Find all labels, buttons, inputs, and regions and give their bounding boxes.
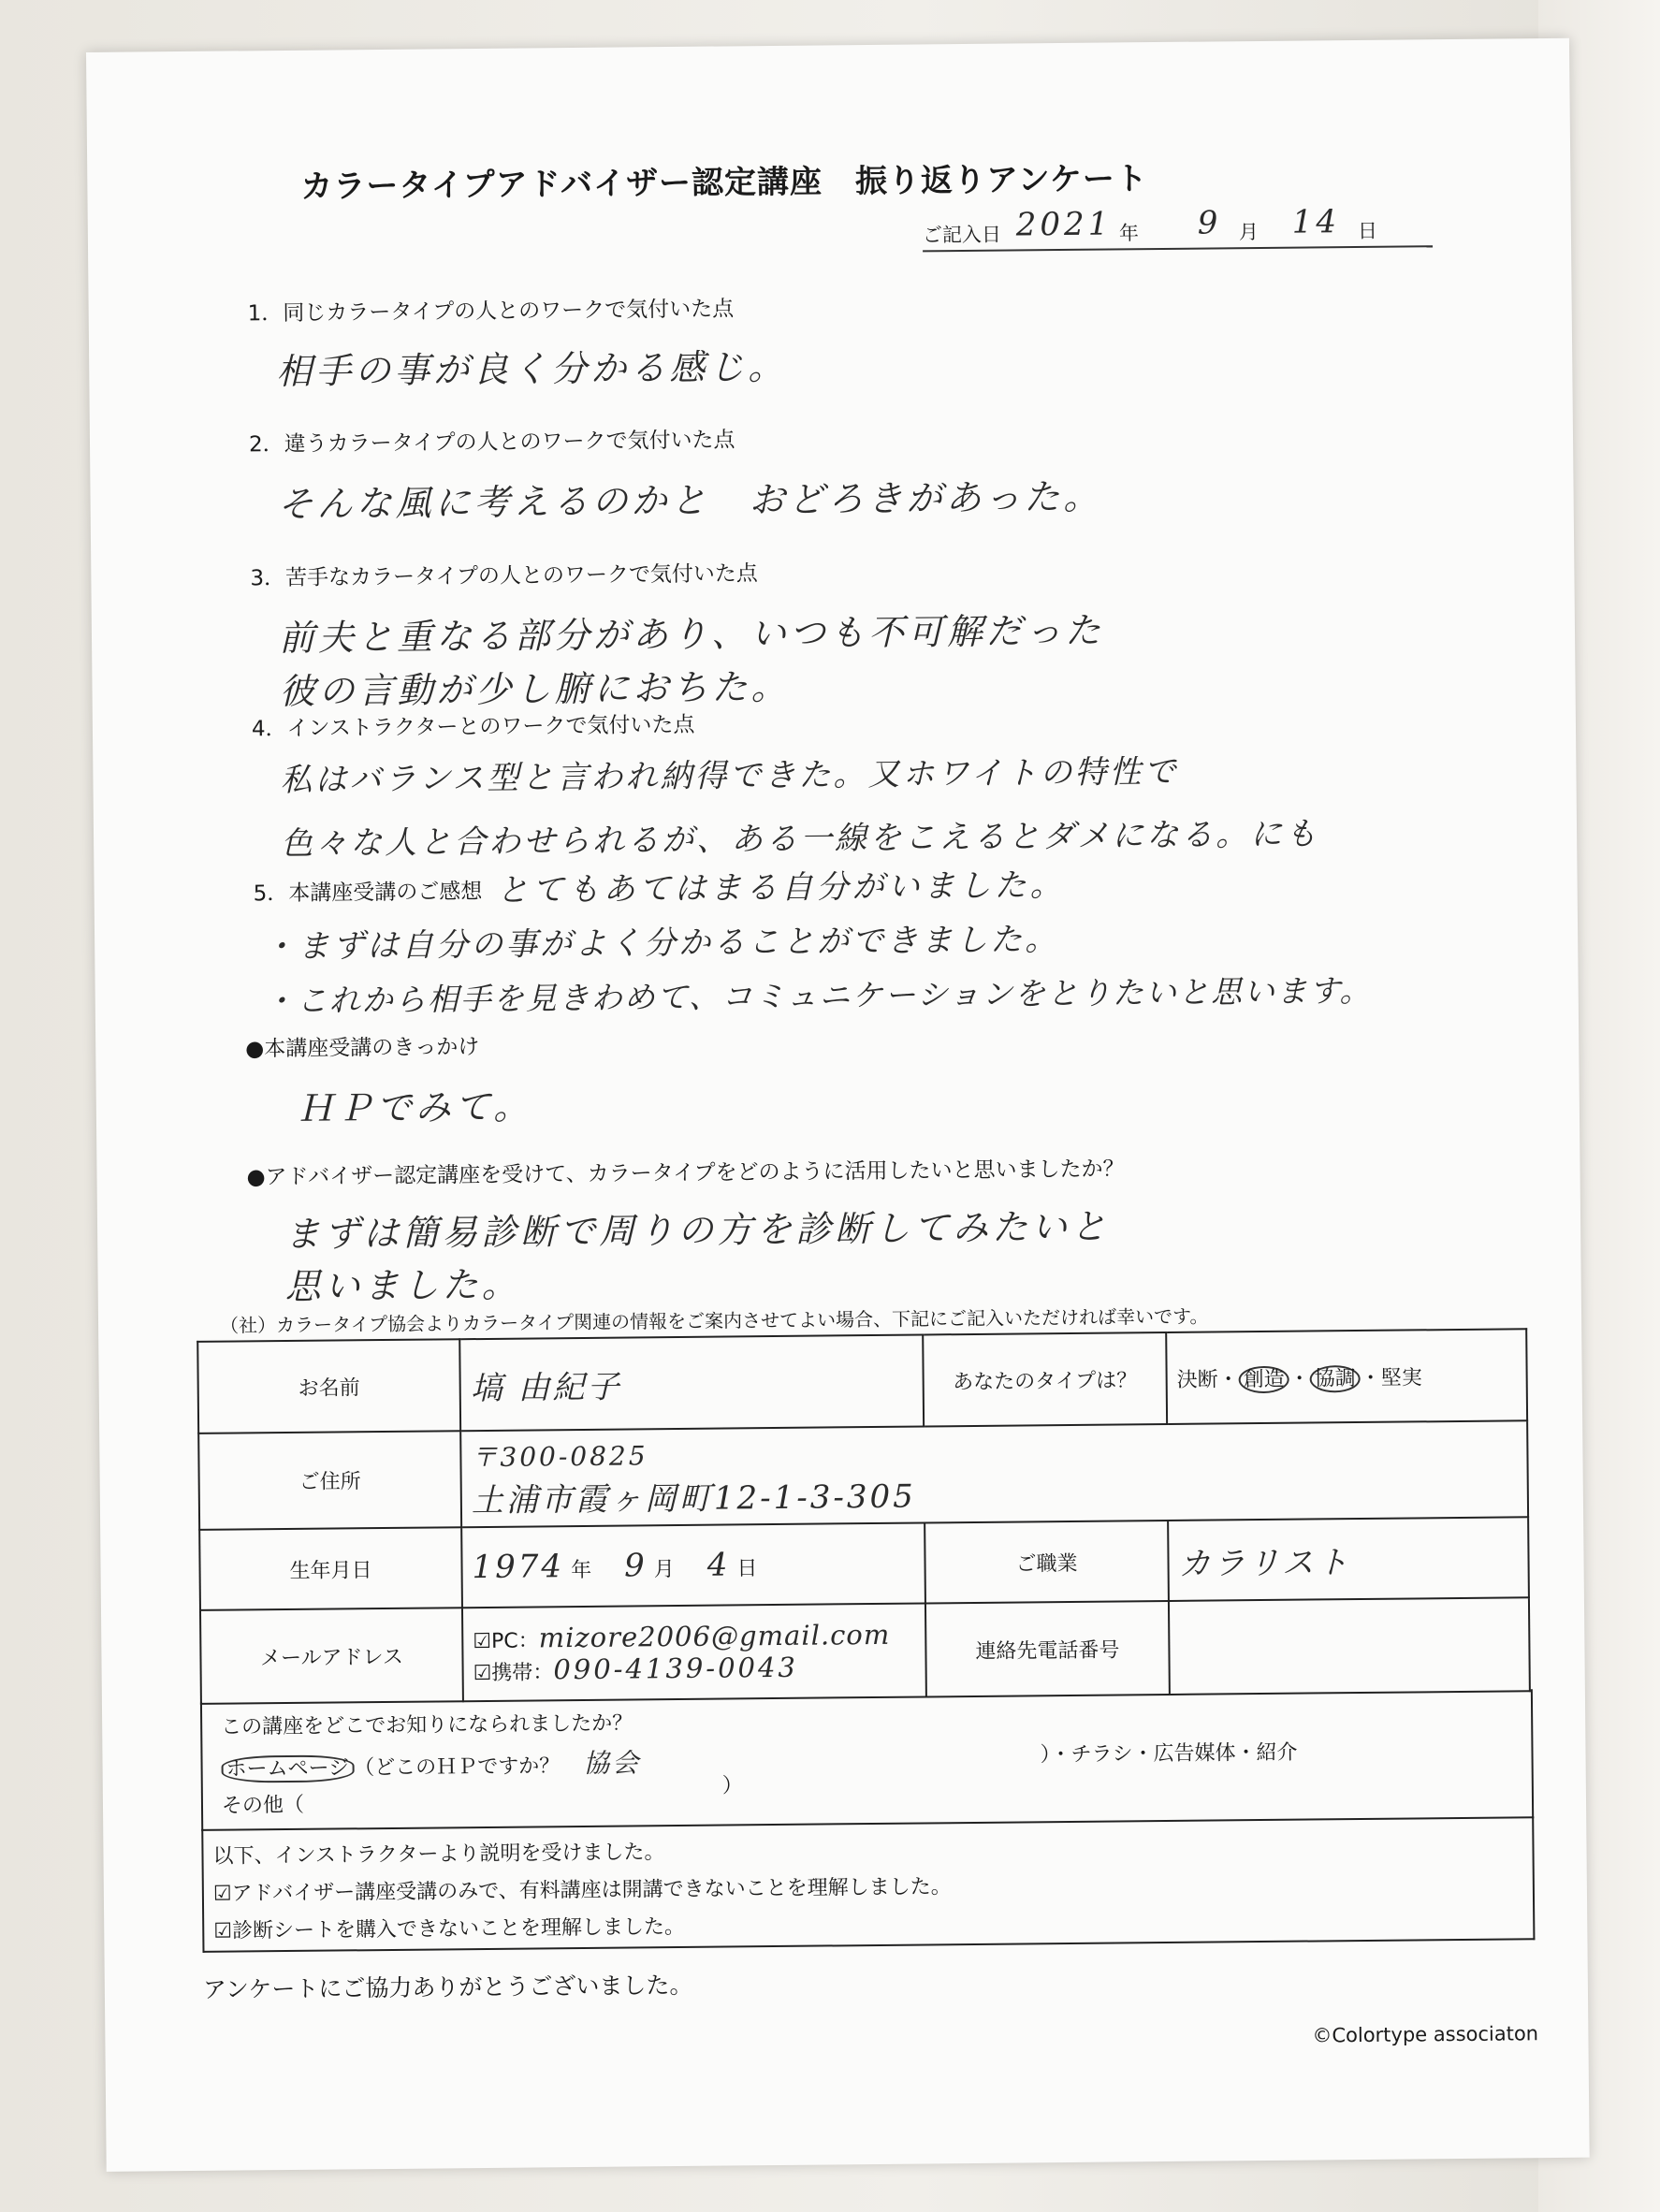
name-value: 塙 由紀子 [470,1368,622,1407]
phone-value [1169,1597,1530,1695]
confirm-item-2: ☑診断シートを購入できないことを理解しました。 [213,1914,686,1943]
question-2-answer: そんな風に考えるのかと おどろきがあった。 [277,475,1103,526]
page-title: カラータイプアドバイザー認定講座 振り返りアンケート [300,160,1149,206]
question-3-answer-line-1: 前夫と重なる部分があり、いつも不可解だった [278,609,1105,660]
source-homepage-answer: 協会 [582,1747,642,1779]
source-others: ）・チラシ・広告媒体・紹介 [1040,1740,1298,1768]
source-homepage: ホームページ [221,1754,354,1783]
usage-answer-line-1: まずは簡易診断で周りの方を診断してみたいと [284,1205,1111,1256]
date-month-unit: 月 [1238,220,1260,244]
phone-label: 連絡先電話番号 [925,1601,1170,1696]
question-3-label: 3．苦手なカラータイプの人とのワークで気付いた点 [250,561,758,591]
source-other-close: ） [721,1774,743,1798]
date-year-unit: 年 [1118,222,1140,245]
job-value: カラリスト [1178,1543,1352,1583]
question-3-answer-line-2: 彼の言動が少し腑におちた。 [279,665,791,713]
birth-year: 1974 [472,1548,565,1587]
question-4-answer-line-2: 色々な人と合わせられるが、ある一線をこえるとダメになる。にも [280,815,1320,864]
trigger-answer: ＨＰでみて。 [297,1085,533,1129]
source-question: この講座をどこでお知りになられましたか？ [221,1711,633,1739]
source-homepage-question: （どこのＨＰですか？ [354,1754,561,1781]
survey-sheet [86,38,1590,2172]
usage-label: ●アドバイザー認定講座を受けて、カラータイプをどのように活用したいと思いましたか？ [246,1157,1125,1190]
type-option-cooperation: 協調 [1310,1364,1361,1392]
address-value: 土浦市霞ヶ岡町12-1-3-305 [471,1477,916,1521]
confirm-section [201,1816,1535,1953]
confirm-intro: 以下、インストラクターより説明を受けました。 [212,1841,665,1869]
address-label: ご住所 [198,1431,461,1530]
confirm-item-1: ☑アドバイザー講座受講のみで、有料講座は開講できないことを理解しました。 [212,1875,952,1906]
birth-day: 4 [706,1546,731,1584]
source-section [200,1689,1534,1831]
trigger-label: ●本講座受講のきっかけ [245,1035,480,1062]
info-notice: （社）カラータイプ協会よりカラータイプ関連の情報をご案内させてよい場合、下記にご記入いただければ幸いです。 [219,1304,1209,1337]
date-day: 14 [1291,203,1341,241]
type-options: 決断・ 創造 ・ 協調 ・堅実 [1166,1329,1527,1424]
date-label: ご記入日 [922,223,1002,247]
date-field [923,196,1433,252]
type-label: あなたのタイプは？ [923,1332,1167,1426]
question-1-answer: 相手の事が良く分かる感じ。 [276,345,788,393]
type-option-decision: 決断 [1176,1367,1218,1392]
job-label: ご職業 [925,1521,1169,1603]
question-5-answer-inline: とてもあてはまる自分がいました。 [496,866,1066,910]
usage-answer-line-2: 思いました。 [284,1263,521,1308]
birth-label: 生年月日 [199,1527,462,1610]
copyright: ©Colortype associaton [1312,2022,1539,2047]
question-5-label: 5．本講座受講のご感想 [253,879,483,907]
contact-info-table: お名前 塙 由紀子 あなたのタイプは？ 決断・ 創造 ・ 協調 ・堅実 ご住所 〒300-0825 土浦市霞ヶ岡町12-1-3-305 生年月日 1974 年 9 月 4 日 ご職業 カラリスト メールアドレス ☑PC：mizore2006@gmail.com ☑携帯：090-4139-0043 連絡先電話番号 [197,1328,1531,1705]
question-2-label: 2．違うカラータイプの人とのワークで気付いた点 [248,428,735,458]
birth-month: 9 [623,1547,648,1585]
name-label: お名前 [197,1339,460,1433]
mail-label: メールアドレス [200,1608,463,1704]
question-4-label: 4．インストラクターとのワークで気付いた点 [251,712,695,742]
type-option-steady: 堅実 [1380,1365,1422,1390]
date-month: 9 [1197,204,1222,242]
thanks-message: アンケートにご協力ありがとうございました。 [202,1971,693,2003]
question-5-answer-line-1: ・まずは自分の事がよく分かることができました。 [262,921,1060,967]
pc-value: mizore2006@gmail.com [538,1618,891,1654]
mobile-value: 090-4139-0043 [553,1651,799,1686]
pc-label: ☑PC： [473,1629,539,1654]
question-1-label: 1．同じカラータイプの人とのワークで気付いた点 [247,297,735,327]
postal-value: 〒300-0825 [471,1440,648,1474]
type-option-creation: 創造 [1239,1365,1289,1393]
date-year: 2021 [1015,205,1113,244]
date-day-unit: 日 [1357,219,1378,242]
mobile-label: ☑携帯： [473,1661,554,1686]
question-5-answer-line-2: ・これから相手を見きわめて、コミュニケーションをとりたいと思います。 [263,971,1373,1020]
source-other-label: その他（ [221,1793,305,1818]
question-4-answer-line-1: 私はバランス型と言われ納得できた。又ホワイトの特性で [280,752,1179,800]
